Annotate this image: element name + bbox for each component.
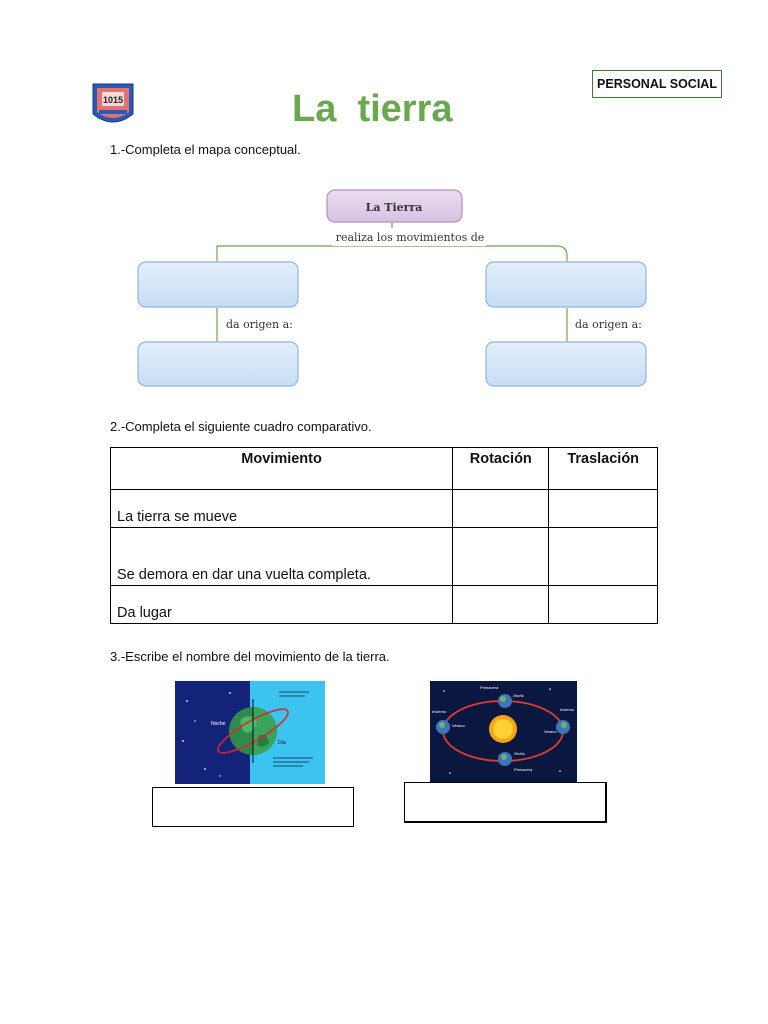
answer-cell-traslacion[interactable] bbox=[549, 490, 658, 528]
row-label: Da lugar bbox=[111, 586, 453, 624]
table-header-row bbox=[111, 448, 658, 490]
rotation-image bbox=[175, 681, 325, 784]
concept-root-label: La Tierra bbox=[365, 201, 423, 214]
concept-node-right-1[interactable] bbox=[486, 262, 646, 307]
image2-label-verano-right: Verano bbox=[544, 729, 557, 734]
image2-label-primavera-top: Primavera bbox=[480, 685, 499, 690]
question-2-prompt: 2.-Completa el siguiente cuadro comparativo. bbox=[110, 419, 372, 434]
image1-label-noche: Noche bbox=[211, 721, 226, 727]
header-rotacion: Rotación bbox=[453, 448, 549, 490]
answer-box-rotation[interactable] bbox=[152, 787, 354, 827]
answer-cell-traslacion[interactable] bbox=[549, 528, 658, 586]
table-row bbox=[111, 586, 658, 624]
logo-number: 1015 bbox=[102, 95, 124, 105]
concept-branch-label-left: da origen a: bbox=[226, 318, 293, 331]
header-movimiento: Movimiento bbox=[111, 448, 453, 490]
concept-node-left-2[interactable] bbox=[138, 342, 298, 386]
row-label: Se demora en dar una vuelta completa. bbox=[111, 528, 453, 586]
page-title: La tierra bbox=[292, 88, 453, 130]
image1-label-dia: Día bbox=[278, 740, 286, 746]
answer-box-translation[interactable] bbox=[404, 782, 607, 823]
image2-label-primavera-bottom: Primavera bbox=[514, 767, 533, 772]
translation-image bbox=[430, 681, 577, 782]
comparison-table bbox=[110, 447, 658, 624]
answer-cell-rotacion[interactable] bbox=[453, 586, 549, 624]
concept-node-left-1[interactable] bbox=[138, 262, 298, 307]
image2-label-otono-bottom: Otoño bbox=[514, 751, 525, 756]
table-row bbox=[111, 528, 658, 586]
image2-label-invierno-right: Invierno bbox=[560, 707, 575, 712]
table-row bbox=[111, 490, 658, 528]
header-traslacion: Traslación bbox=[549, 448, 658, 490]
answer-cell-rotacion[interactable] bbox=[453, 490, 549, 528]
image2-label-verano-left: Verano bbox=[452, 723, 465, 728]
concept-branch-label-right: da origen a: bbox=[575, 318, 642, 331]
concept-node-right-2[interactable] bbox=[486, 342, 646, 386]
subject-badge: PERSONAL SOCIAL bbox=[592, 70, 722, 98]
concept-map bbox=[120, 180, 660, 410]
image2-label-invierno-left: Invierno bbox=[432, 709, 447, 714]
concept-connector-label: realiza los movimientos de bbox=[335, 231, 485, 244]
row-label: La tierra se mueve bbox=[111, 490, 453, 528]
school-logo bbox=[90, 80, 136, 130]
answer-cell-rotacion[interactable] bbox=[453, 528, 549, 586]
question-1-prompt: 1.-Completa el mapa conceptual. bbox=[110, 142, 301, 157]
image2-label-otono-top: Otoño bbox=[513, 693, 524, 698]
answer-cell-traslacion[interactable] bbox=[549, 586, 658, 624]
question-3-prompt: 3.-Escribe el nombre del movimiento de la tierra. bbox=[110, 649, 390, 664]
